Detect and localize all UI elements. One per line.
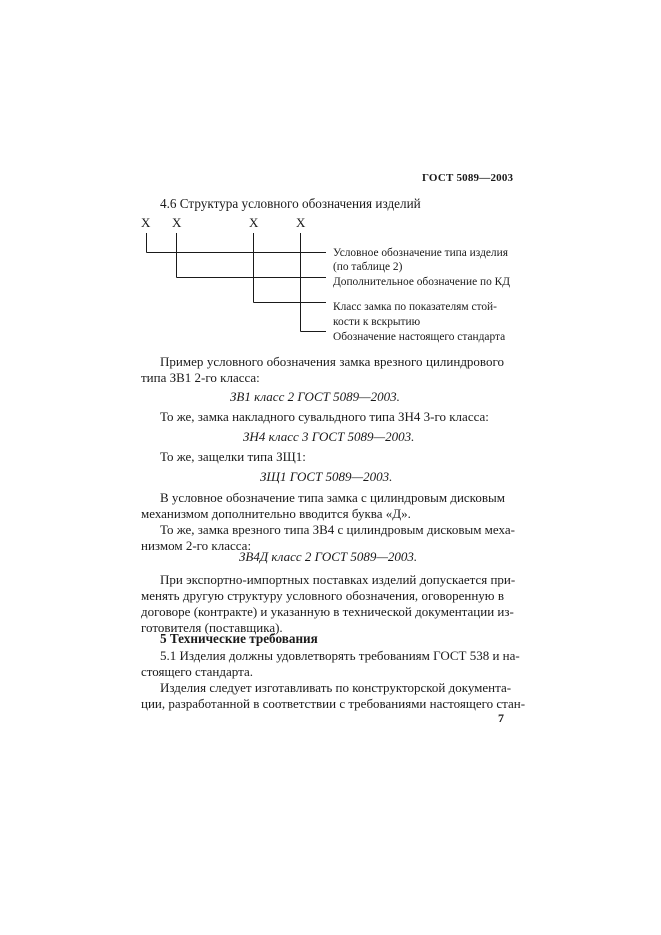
paragraph-line: 5.1 Изделия должны удовлетворять требованиям ГОСТ 538 и на- xyxy=(160,648,520,663)
section-5-title: 5 Технические требования xyxy=(160,631,318,646)
diagram-label-standard: Обозначение настоящего стандарта xyxy=(333,331,506,343)
diagram-label-class-2: кости к вскрытию xyxy=(333,316,421,328)
diagram-mark-2: X xyxy=(172,215,182,230)
paragraph-line: При экспортно-импортных поставках изделий допускается при- xyxy=(160,572,516,587)
paragraph-line: То же, защелки типа ЗЩ1: xyxy=(160,449,306,464)
example-designation-4: ЗВ4Д класс 2 ГОСТ 5089—2003. xyxy=(239,549,418,564)
paragraph-line: ции, разработанной в соответствии с требованиями настоящего стан- xyxy=(141,696,526,711)
example-designation-3: ЗЩ1 ГОСТ 5089—2003. xyxy=(260,469,393,484)
paragraph-line: договоре (контракте) и указанную в технической документации из- xyxy=(141,604,514,619)
section-4-6-title: 4.6 Структура условного обозначения изделий xyxy=(160,196,421,211)
paragraph-line: типа ЗВ1 2-го класса: xyxy=(141,370,260,385)
paragraph-line: То же, замка врезного типа ЗВ4 с цилиндровым дисковым меха- xyxy=(160,522,515,537)
diagram-label-class-1: Класс замка по показателям стой- xyxy=(333,301,497,313)
paragraph-line: Изделия следует изготавливать по конструкторской документа- xyxy=(160,680,512,695)
diagram-label-kd: Дополнительное обозначение по КД xyxy=(333,276,510,288)
paragraph-line: готовителя (поставщика). xyxy=(141,620,283,635)
paragraph-line: низмом 2-го класса: xyxy=(141,538,252,553)
paragraph-line: менять другую структуру условного обозначения, оговоренную в xyxy=(141,588,504,603)
diagram-mark-4: X xyxy=(296,215,306,230)
diagram-mark-3: X xyxy=(249,215,259,230)
diagram-mark-1: X xyxy=(141,215,151,230)
standard-header: ГОСТ 5089—2003 xyxy=(422,172,514,184)
diagram-label-table-ref: (по таблице 2) xyxy=(333,261,403,273)
paragraph-line: В условное обозначение типа замка с цилиндровым дисковым xyxy=(160,490,505,505)
page-number: 7 xyxy=(498,711,504,725)
example-designation-2: ЗН4 класс 3 ГОСТ 5089—2003. xyxy=(243,429,415,444)
paragraph-line: механизмом дополнительно вводится буква «Д». xyxy=(141,506,411,521)
diagram-label-type: Условное обозначение типа изделия xyxy=(333,247,508,259)
example-designation-1: ЗВ1 класс 2 ГОСТ 5089—2003. xyxy=(230,389,400,404)
paragraph-line: То же, замка накладного сувальдного типа ЗН4 3-го класса: xyxy=(160,409,489,424)
paragraph-line: стоящего стандарта. xyxy=(141,664,253,679)
paragraph-line: Пример условного обозначения замка врезного цилиндрового xyxy=(160,354,504,369)
